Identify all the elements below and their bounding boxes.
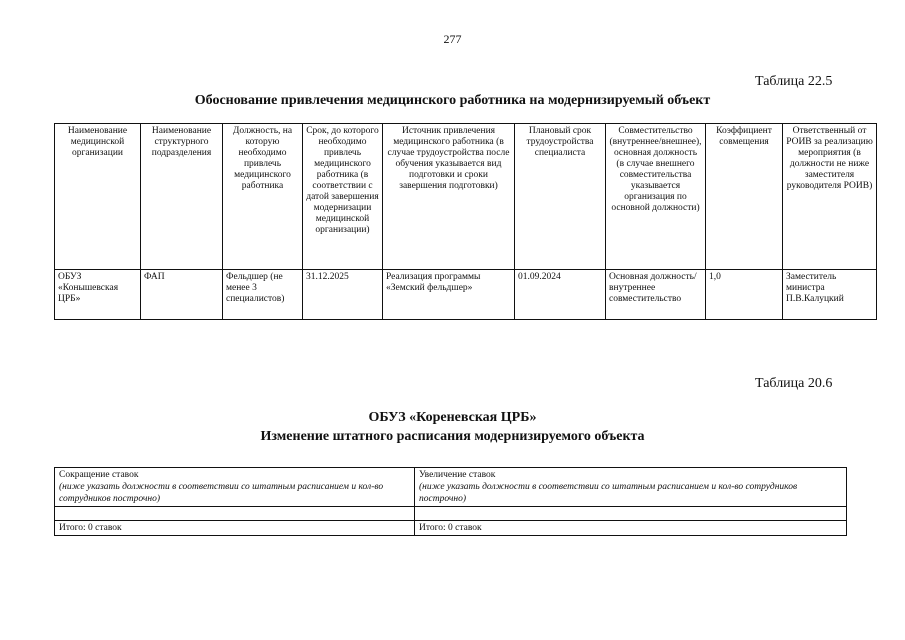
table1-title: Обоснование привлечения медицинского работника на модернизируемый объект [194, 93, 711, 108]
table-cell: ОБУЗ «Конышевская ЦРБ» [55, 270, 141, 320]
table-cell: 31.12.2025 [303, 270, 383, 320]
header-cell: Совместительство (внутреннее/внешнее), основная должность (в случае внешнего совместительства указывается организация по основной должности) [606, 124, 706, 270]
table-header-row [55, 124, 877, 270]
totals-row [55, 521, 847, 536]
table-row [55, 507, 847, 521]
header-cell: Источник привлечения медицинского работника (в случае трудоустройства после обучения указывается вид подготовки и сроки завершения подготовки) [383, 124, 515, 270]
table-cell: Реализация программы «Земский фельдшер» [383, 270, 515, 320]
page-number: 277 [443, 32, 462, 46]
table1-label: Таблица 22.5 [755, 74, 833, 89]
reduction-note: (ниже указать должности в соответствии со штатным расписанием и кол-во сотрудников построчно) [59, 482, 384, 504]
empty-cell [415, 507, 847, 521]
header-cell: Должность, на которую необходимо привлечь медицинского работника [223, 124, 303, 270]
table-cell: ФАП [141, 270, 223, 320]
header-cell: Плановый срок трудоустройства специалиста [515, 124, 606, 270]
header-cell: Ответственный от РОИВ за реализацию мероприятия (в должности не ниже заместителя руководителя РОИВ) [783, 124, 877, 270]
table-cell: Заместитель министра П.В.Калуцкий [783, 270, 877, 320]
header-cell: Коэффициент совмещения [706, 124, 783, 270]
header-cell: Наименование структурного подразделения [141, 124, 223, 270]
reduction-header-cell [55, 468, 415, 507]
table-cell: Основная должность/внутреннее совместительство [606, 270, 706, 320]
header-cell: Наименование медицинской организации [55, 124, 141, 270]
table-header-row [55, 468, 847, 507]
table-cell: Фельдшер (не менее 3 специалистов) [223, 270, 303, 320]
table2-title: Изменение штатного расписания модернизируемого объекта [260, 429, 645, 444]
increase-header: Увеличение ставок [419, 470, 496, 480]
table2-label: Таблица 20.6 [755, 376, 833, 391]
header-cell: Срок, до которого необходимо привлечь медицинского работника (в соответствии с датой завершения модернизации медицинской организации) [303, 124, 383, 270]
staffing-justification-table [54, 123, 877, 320]
table-row [55, 270, 877, 320]
staffing-change-table [54, 467, 847, 536]
reduction-total: Итого: 0 ставок [55, 521, 415, 536]
increase-note: (ниже указать должности в соответствии со штатным расписанием и кол-во сотрудников построчно) [419, 482, 798, 504]
empty-cell [55, 507, 415, 521]
table2-organization: ОБУЗ «Кореневская ЦРБ» [368, 410, 537, 425]
increase-total: Итого: 0 ставок [415, 521, 847, 536]
table-cell: 1,0 [706, 270, 783, 320]
reduction-header: Сокращение ставок [59, 470, 139, 480]
increase-header-cell [415, 468, 847, 507]
table-cell: 01.09.2024 [515, 270, 606, 320]
